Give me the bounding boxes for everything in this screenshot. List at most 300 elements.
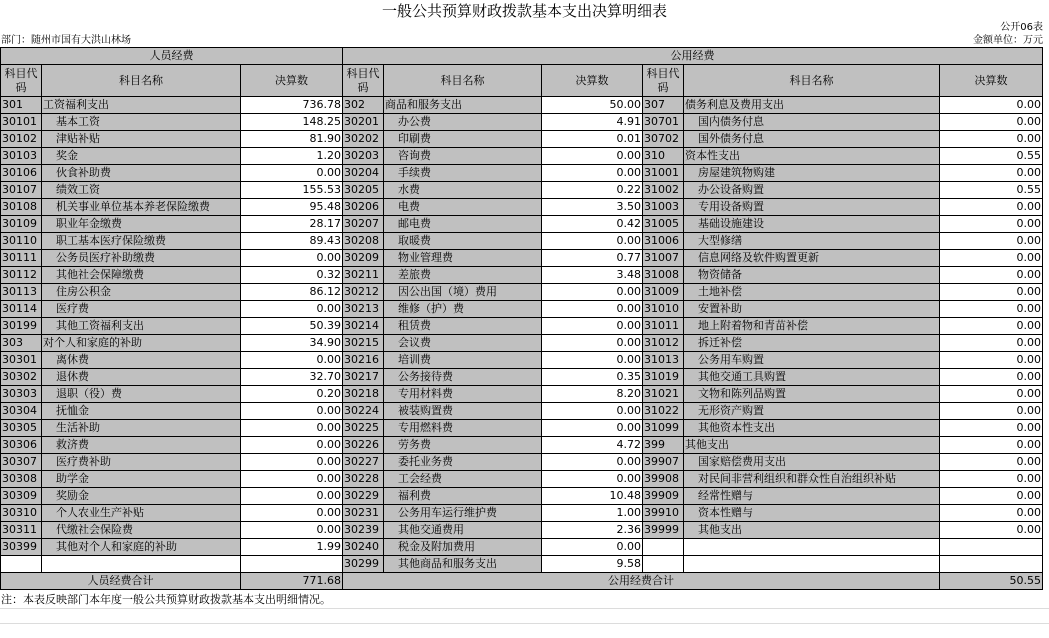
amount-cell-1: 736.78 [241, 97, 343, 114]
code-cell-2: 30211 [343, 267, 384, 284]
name-cell-1: 职业年金缴费 [42, 216, 241, 233]
name-cell-2: 手续费 [384, 165, 542, 182]
name-cell-3: 文物和陈列品购置 [684, 386, 940, 403]
name-cell-2: 物业管理费 [384, 250, 542, 267]
amount-cell-3: 0.00 [940, 114, 1043, 131]
name-cell-1: 其他工资福利支出 [42, 318, 241, 335]
amount-cell-1: 0.00 [241, 165, 343, 182]
name-cell-3: 经常性赠与 [684, 488, 940, 505]
amount-cell-2: 0.01 [542, 131, 643, 148]
name-cell-1: 基本工资 [42, 114, 241, 131]
name-cell-2: 商品和服务支出 [384, 97, 542, 114]
table-row [1, 199, 1043, 216]
empty-sheet-area [0, 608, 1049, 638]
amount-cell-1: 0.32 [241, 267, 343, 284]
table-row [1, 505, 1043, 522]
name-cell-3: 国外债务付息 [684, 131, 940, 148]
code-cell-1: 30305 [1, 420, 42, 437]
name-cell-2: 专用燃料费 [384, 420, 542, 437]
name-cell-1: 个人农业生产补贴 [42, 505, 241, 522]
code-cell-3: 31010 [643, 301, 684, 318]
code-cell-2: 30214 [343, 318, 384, 335]
name-cell-3: 无形资产购置 [684, 403, 940, 420]
code-cell-1: 30303 [1, 386, 42, 403]
name-cell-1: 医疗费补助 [42, 454, 241, 471]
code-cell-3: 31022 [643, 403, 684, 420]
code-cell-3: 31011 [643, 318, 684, 335]
table-row [1, 403, 1043, 420]
name-cell-3 [684, 556, 940, 573]
amount-cell-3: 0.00 [940, 301, 1043, 318]
amount-cell-1: 0.00 [241, 454, 343, 471]
amount-cell-3: 0.00 [940, 386, 1043, 403]
code-cell-1: 30307 [1, 454, 42, 471]
code-cell-1: 30311 [1, 522, 42, 539]
code-cell-1: 30301 [1, 352, 42, 369]
col-code-3: 科目代码 [643, 65, 684, 97]
code-cell-3: 39909 [643, 488, 684, 505]
name-cell-2: 被装购置费 [384, 403, 542, 420]
code-cell-3: 30701 [643, 114, 684, 131]
amount-cell-2: 9.58 [542, 556, 643, 573]
amount-cell-2: 0.00 [542, 471, 643, 488]
amount-cell-1: 95.48 [241, 199, 343, 216]
name-cell-2: 电费 [384, 199, 542, 216]
name-cell-3: 安置补助 [684, 301, 940, 318]
code-cell-1: 30101 [1, 114, 42, 131]
amount-cell-3: 0.00 [940, 505, 1043, 522]
name-cell-1: 伙食补助费 [42, 165, 241, 182]
amount-cell-3: 0.00 [940, 267, 1043, 284]
name-cell-1: 住房公积金 [42, 284, 241, 301]
name-cell-3: 其他支出 [684, 437, 940, 454]
name-cell-1: 救济费 [42, 437, 241, 454]
table-row [1, 454, 1043, 471]
name-cell-1: 对个人和家庭的补助 [42, 335, 241, 352]
amount-cell-3: 0.00 [940, 352, 1043, 369]
table-row [1, 216, 1043, 233]
name-cell-2: 维修（护）费 [384, 301, 542, 318]
name-cell-2: 劳务费 [384, 437, 542, 454]
name-cell-3: 土地补偿 [684, 284, 940, 301]
code-cell-3: 31005 [643, 216, 684, 233]
code-cell-1: 30304 [1, 403, 42, 420]
code-cell-3: 39999 [643, 522, 684, 539]
name-cell-1: 退职（役）费 [42, 386, 241, 403]
name-cell-3: 基础设施建设 [684, 216, 940, 233]
code-cell-1: 30111 [1, 250, 42, 267]
code-cell-1: 30106 [1, 165, 42, 182]
amount-cell-1: 89.43 [241, 233, 343, 250]
name-cell-3: 大型修缮 [684, 233, 940, 250]
amount-cell-2: 0.77 [542, 250, 643, 267]
col-name-1: 科目名称 [42, 65, 241, 97]
name-cell-3: 公务用车购置 [684, 352, 940, 369]
code-cell-2: 30209 [343, 250, 384, 267]
amount-cell-2: 0.00 [542, 165, 643, 182]
code-cell-2: 30204 [343, 165, 384, 182]
code-cell-2: 30224 [343, 403, 384, 420]
code-cell-3 [643, 556, 684, 573]
table-row [1, 284, 1043, 301]
name-cell-1: 公务员医疗补助缴费 [42, 250, 241, 267]
form-number: 公开06表 [1000, 22, 1043, 33]
amount-cell-1: 148.25 [241, 114, 343, 131]
col-name-2: 科目名称 [384, 65, 542, 97]
section-header-row [1, 48, 1043, 65]
footnote: 注：本表反映部门本年度一般公共预算财政拨款基本支出明细情况。 [1, 593, 331, 606]
name-cell-1: 绩效工资 [42, 182, 241, 199]
name-cell-2: 会议费 [384, 335, 542, 352]
amount-cell-2: 0.42 [542, 216, 643, 233]
name-cell-3 [684, 539, 940, 556]
amount-cell-2: 0.00 [542, 352, 643, 369]
code-cell-3: 31006 [643, 233, 684, 250]
amount-cell-2: 0.35 [542, 369, 643, 386]
col-amount-3: 决算数 [940, 65, 1043, 97]
code-cell-1: 301 [1, 97, 42, 114]
table-row [1, 114, 1043, 131]
table-row [1, 250, 1043, 267]
code-cell-3 [643, 539, 684, 556]
name-cell-2: 税金及附加费用 [384, 539, 542, 556]
name-cell-2: 邮电费 [384, 216, 542, 233]
code-cell-2: 30205 [343, 182, 384, 199]
name-cell-2: 委托业务费 [384, 454, 542, 471]
name-cell-3: 其他支出 [684, 522, 940, 539]
table-row [1, 522, 1043, 539]
code-cell-2: 30207 [343, 216, 384, 233]
code-cell-3: 31001 [643, 165, 684, 182]
table-row [1, 301, 1043, 318]
amount-cell-3: 0.00 [940, 233, 1043, 250]
table-row [1, 369, 1043, 386]
amount-cell-1: 86.12 [241, 284, 343, 301]
name-cell-3: 其他资本性支出 [684, 420, 940, 437]
table-row [1, 386, 1043, 403]
code-cell-2: 30225 [343, 420, 384, 437]
amount-cell-1: 1.20 [241, 148, 343, 165]
amount-cell-2: 0.00 [542, 335, 643, 352]
code-cell-1: 30110 [1, 233, 42, 250]
code-cell-2: 30212 [343, 284, 384, 301]
col-amount-2: 决算数 [542, 65, 643, 97]
amount-cell-2: 4.72 [542, 437, 643, 454]
code-cell-2: 30203 [343, 148, 384, 165]
name-cell-1: 离休费 [42, 352, 241, 369]
amount-cell-1: 0.00 [241, 420, 343, 437]
amount-cell-3: 0.00 [940, 522, 1043, 539]
name-cell-3: 房屋建筑物购建 [684, 165, 940, 182]
table-row [1, 131, 1043, 148]
amount-cell-3: 0.00 [940, 284, 1043, 301]
code-cell-1: 30102 [1, 131, 42, 148]
amount-cell-1: 0.00 [241, 471, 343, 488]
code-cell-3: 31099 [643, 420, 684, 437]
page-title: 一般公共预算财政拨款基本支出决算明细表 [381, 2, 667, 20]
department-label: 部门：随州市国有大洪山林场 [1, 35, 131, 46]
name-cell-3: 资本性支出 [684, 148, 940, 165]
table-row [1, 437, 1043, 454]
name-cell-1: 奖金 [42, 148, 241, 165]
name-cell-2: 咨询费 [384, 148, 542, 165]
amount-cell-2: 2.36 [542, 522, 643, 539]
name-cell-2: 工会经费 [384, 471, 542, 488]
amount-cell-1 [241, 556, 343, 573]
code-cell-1: 30109 [1, 216, 42, 233]
name-cell-2: 差旅费 [384, 267, 542, 284]
name-cell-3: 信息网络及软件购置更新 [684, 250, 940, 267]
name-cell-1: 抚恤金 [42, 403, 241, 420]
amount-cell-2: 0.00 [542, 301, 643, 318]
amount-cell-3: 0.00 [940, 131, 1043, 148]
table-row [1, 267, 1043, 284]
table-row [1, 556, 1043, 573]
expenditure-table [0, 47, 1043, 590]
name-cell-3: 物资储备 [684, 267, 940, 284]
amount-cell-1: 32.70 [241, 369, 343, 386]
amount-cell-1: 0.00 [241, 403, 343, 420]
code-cell-3: 31008 [643, 267, 684, 284]
code-cell-3: 31013 [643, 352, 684, 369]
col-code-2: 科目代码 [343, 65, 384, 97]
amount-cell-2: 0.00 [542, 539, 643, 556]
amount-cell-3: 0.00 [940, 420, 1043, 437]
amount-cell-2: 50.00 [542, 97, 643, 114]
amount-cell-3: 0.00 [940, 437, 1043, 454]
code-cell-3: 31021 [643, 386, 684, 403]
code-cell-2: 302 [343, 97, 384, 114]
code-cell-3: 31009 [643, 284, 684, 301]
name-cell-2: 培训费 [384, 352, 542, 369]
code-cell-2: 30218 [343, 386, 384, 403]
table-row [1, 335, 1043, 352]
personnel-total-label: 人员经费合计 [1, 573, 241, 590]
amount-cell-3: 0.00 [940, 250, 1043, 267]
code-cell-2: 30227 [343, 454, 384, 471]
name-cell-2: 其他商品和服务支出 [384, 556, 542, 573]
name-cell-1: 工资福利支出 [42, 97, 241, 114]
code-cell-1: 30113 [1, 284, 42, 301]
table-row [1, 165, 1043, 182]
amount-cell-3: 0.00 [940, 199, 1043, 216]
name-cell-2: 其他交通费用 [384, 522, 542, 539]
amount-cell-1: 0.00 [241, 250, 343, 267]
amount-cell-3: 0.00 [940, 97, 1043, 114]
code-cell-1: 30309 [1, 488, 42, 505]
name-cell-2: 水费 [384, 182, 542, 199]
code-cell-2: 30231 [343, 505, 384, 522]
code-cell-2: 30299 [343, 556, 384, 573]
table-row [1, 471, 1043, 488]
table-row [1, 182, 1043, 199]
amount-cell-2: 0.00 [542, 233, 643, 250]
table-row [1, 420, 1043, 437]
code-cell-3: 399 [643, 437, 684, 454]
amount-cell-2: 0.00 [542, 454, 643, 471]
name-cell-3: 国家赔偿费用支出 [684, 454, 940, 471]
amount-cell-2: 4.91 [542, 114, 643, 131]
personnel-total-value: 771.68 [241, 573, 343, 590]
code-cell-3: 39908 [643, 471, 684, 488]
amount-cell-3: 0.00 [940, 403, 1043, 420]
code-cell-2: 30240 [343, 539, 384, 556]
col-code-1: 科目代码 [1, 65, 42, 97]
name-cell-2: 公务接待费 [384, 369, 542, 386]
code-cell-2: 30206 [343, 199, 384, 216]
amount-cell-3: 0.00 [940, 335, 1043, 352]
name-cell-3: 国内债务付息 [684, 114, 940, 131]
table-row [1, 233, 1043, 250]
amount-cell-2: 0.00 [542, 403, 643, 420]
name-cell-1: 奖励金 [42, 488, 241, 505]
name-cell-3: 拆迁补偿 [684, 335, 940, 352]
name-cell-3: 地上附着物和青苗补偿 [684, 318, 940, 335]
amount-cell-2: 0.00 [542, 318, 643, 335]
amount-cell-1: 0.00 [241, 488, 343, 505]
amount-cell-3: 0.00 [940, 165, 1043, 182]
code-cell-2: 30213 [343, 301, 384, 318]
name-cell-2: 福利费 [384, 488, 542, 505]
code-cell-2: 30239 [343, 522, 384, 539]
table-body [1, 48, 1043, 590]
name-cell-1: 津贴补贴 [42, 131, 241, 148]
unit-label: 金额单位：万元 [973, 35, 1043, 46]
amount-cell-1: 81.90 [241, 131, 343, 148]
name-cell-2: 办公费 [384, 114, 542, 131]
code-cell-1: 30103 [1, 148, 42, 165]
code-cell-3: 31019 [643, 369, 684, 386]
name-cell-3: 对民间非营利组织和群众性自治组织补贴 [684, 471, 940, 488]
amount-cell-3: 0.00 [940, 471, 1043, 488]
code-cell-3: 31003 [643, 199, 684, 216]
public-total-label: 公用经费合计 [343, 573, 940, 590]
name-cell-2: 印刷费 [384, 131, 542, 148]
name-cell-3: 专用设备购置 [684, 199, 940, 216]
name-cell-1: 代缴社会保险费 [42, 522, 241, 539]
table-row [1, 148, 1043, 165]
name-cell-1: 机关事业单位基本养老保险缴费 [42, 199, 241, 216]
amount-cell-2: 0.00 [542, 284, 643, 301]
amount-cell-3: 0.00 [940, 369, 1043, 386]
code-cell-1: 30199 [1, 318, 42, 335]
name-cell-2: 租赁费 [384, 318, 542, 335]
amount-cell-3: 0.55 [940, 182, 1043, 199]
name-cell-3: 资本性赠与 [684, 505, 940, 522]
name-cell-2: 公务用车运行维护费 [384, 505, 542, 522]
amount-cell-3: 0.00 [940, 488, 1043, 505]
code-cell-2: 30229 [343, 488, 384, 505]
code-cell-1: 30306 [1, 437, 42, 454]
col-name-3: 科目名称 [684, 65, 940, 97]
amount-cell-2: 0.00 [542, 148, 643, 165]
amount-cell-2: 1.00 [542, 505, 643, 522]
name-cell-1: 生活补助 [42, 420, 241, 437]
amount-cell-3 [940, 556, 1043, 573]
amount-cell-3: 0.00 [940, 454, 1043, 471]
table-row [1, 539, 1043, 556]
code-cell-2: 30208 [343, 233, 384, 250]
table-row [1, 97, 1043, 114]
amount-cell-2: 3.50 [542, 199, 643, 216]
section-personnel: 人员经费 [1, 48, 343, 65]
amount-cell-2: 8.20 [542, 386, 643, 403]
table-row [1, 352, 1043, 369]
amount-cell-1: 0.00 [241, 437, 343, 454]
amount-cell-1: 0.00 [241, 522, 343, 539]
code-cell-2: 30201 [343, 114, 384, 131]
public-total-value: 50.55 [940, 573, 1043, 590]
table-row [1, 318, 1043, 335]
column-header-row [1, 65, 1043, 97]
code-cell-3: 307 [643, 97, 684, 114]
code-cell-3: 30702 [643, 131, 684, 148]
amount-cell-1: 0.20 [241, 386, 343, 403]
name-cell-2: 因公出国（境）费用 [384, 284, 542, 301]
code-cell-1: 30310 [1, 505, 42, 522]
name-cell-2: 取暖费 [384, 233, 542, 250]
amount-cell-1: 155.53 [241, 182, 343, 199]
code-cell-1: 30107 [1, 182, 42, 199]
amount-cell-2: 10.48 [542, 488, 643, 505]
name-cell-1: 职工基本医疗保险缴费 [42, 233, 241, 250]
code-cell-2: 30228 [343, 471, 384, 488]
code-cell-1: 30308 [1, 471, 42, 488]
code-cell-3: 31007 [643, 250, 684, 267]
code-cell-1: 30399 [1, 539, 42, 556]
code-cell-2: 30202 [343, 131, 384, 148]
amount-cell-1: 0.00 [241, 301, 343, 318]
code-cell-3: 31002 [643, 182, 684, 199]
code-cell-1: 30112 [1, 267, 42, 284]
code-cell-1: 30302 [1, 369, 42, 386]
amount-cell-3 [940, 539, 1043, 556]
code-cell-1: 30108 [1, 199, 42, 216]
amount-cell-1: 28.17 [241, 216, 343, 233]
code-cell-2: 30216 [343, 352, 384, 369]
name-cell-3: 办公设备购置 [684, 182, 940, 199]
code-cell-2: 30215 [343, 335, 384, 352]
name-cell-1: 其他社会保障缴费 [42, 267, 241, 284]
amount-cell-2: 3.48 [542, 267, 643, 284]
name-cell-1: 助学金 [42, 471, 241, 488]
amount-cell-3: 0.55 [940, 148, 1043, 165]
amount-cell-1: 1.99 [241, 539, 343, 556]
name-cell-1: 退休费 [42, 369, 241, 386]
name-cell-1: 其他对个人和家庭的补助 [42, 539, 241, 556]
amount-cell-1: 0.00 [241, 505, 343, 522]
name-cell-3: 债务利息及费用支出 [684, 97, 940, 114]
amount-cell-2: 0.00 [542, 420, 643, 437]
section-public: 公用经费 [343, 48, 1043, 65]
code-cell-1 [1, 556, 42, 573]
col-amount-1: 决算数 [241, 65, 343, 97]
name-cell-3: 其他交通工具购置 [684, 369, 940, 386]
name-cell-2: 专用材料费 [384, 386, 542, 403]
amount-cell-3: 0.00 [940, 216, 1043, 233]
code-cell-3: 39910 [643, 505, 684, 522]
code-cell-2: 30217 [343, 369, 384, 386]
amount-cell-1: 0.00 [241, 352, 343, 369]
amount-cell-3: 0.00 [940, 318, 1043, 335]
amount-cell-1: 34.90 [241, 335, 343, 352]
name-cell-1 [42, 556, 241, 573]
table-row [1, 488, 1043, 505]
code-cell-3: 39907 [643, 454, 684, 471]
code-cell-1: 30114 [1, 301, 42, 318]
amount-cell-1: 50.39 [241, 318, 343, 335]
code-cell-2: 30226 [343, 437, 384, 454]
